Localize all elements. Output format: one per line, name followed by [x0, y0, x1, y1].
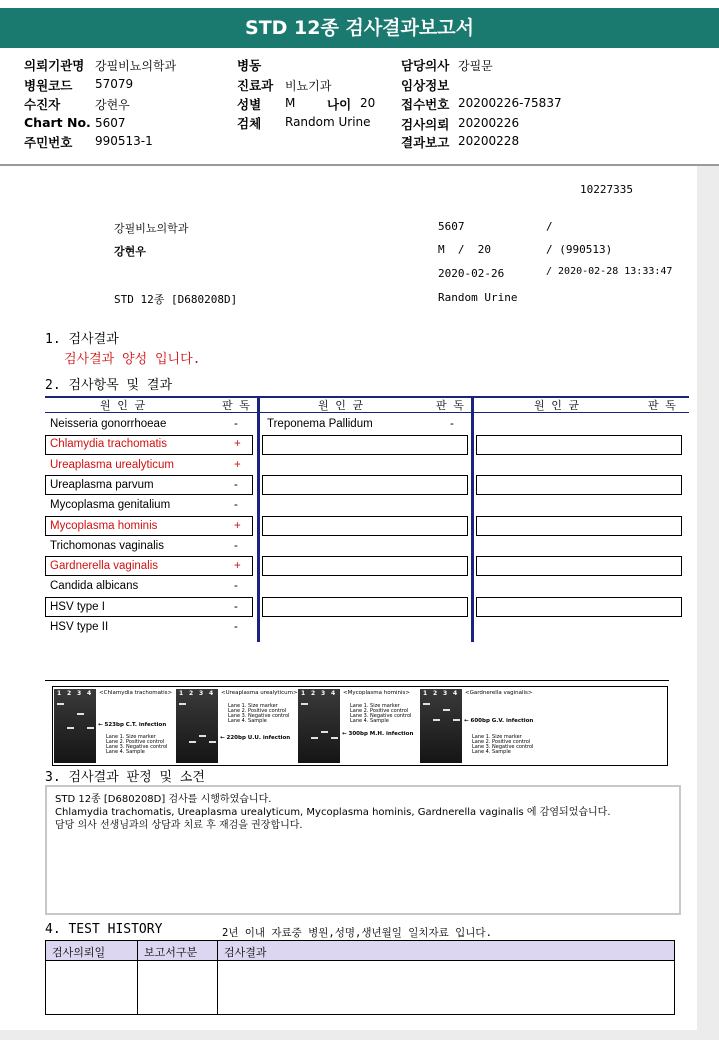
lane-number: 3: [321, 690, 326, 697]
report-date-value: 20200228: [458, 134, 520, 148]
hospital-code-value: 57079: [95, 77, 134, 91]
chart-no-label: Chart No.: [24, 115, 91, 130]
gel-title: <Gardnerella vaginalis>: [465, 690, 533, 696]
pathogen-name: Ureaplasma urealyticum: [50, 459, 174, 471]
pathogen-result: +: [234, 438, 241, 450]
specimen-label: 검체: [237, 116, 262, 131]
doctor-label: 담당의사: [401, 58, 450, 73]
lane-number: 1: [179, 690, 184, 697]
lane-legend: Lane 4. Sample: [106, 749, 145, 755]
lane-number: 3: [77, 690, 82, 697]
lane-number: 1: [301, 690, 306, 697]
empty-cell: [476, 516, 682, 536]
gel-title: <Mycoplasma hominis>: [343, 690, 410, 696]
empty-cell: [476, 597, 682, 617]
lane-number: 2: [433, 690, 438, 697]
empty-cell: [262, 556, 468, 576]
gel-band: [209, 741, 216, 743]
pathogen-name: Ureaplasma parvum: [50, 479, 154, 491]
th-judge-1: 판 독: [222, 399, 250, 412]
empty-cell: [476, 475, 682, 495]
empty-cell: [262, 597, 468, 617]
lane-legend: Lane 1. Size marker: [106, 734, 156, 740]
gel-band: [321, 731, 328, 733]
pathogen-name: Trichomonas vaginalis: [50, 540, 164, 552]
doctor-value: 강필문: [458, 59, 493, 73]
department-value: 비뇨기과: [285, 79, 332, 93]
history-header: [46, 941, 674, 961]
gel-photo: [298, 689, 340, 763]
hospital-label: 의뢰기관명: [24, 58, 85, 73]
sex-label: 성별: [237, 97, 262, 112]
gel-band: [179, 703, 186, 705]
gel-title: <Chlamydia trachomatis>: [99, 690, 173, 696]
opinion-line: 담당 의사 선생님과의 상담과 치료 후 재검을 권장합니다.: [55, 820, 303, 831]
ward-label: 병동: [237, 58, 262, 73]
report-id: 10227335: [580, 183, 633, 196]
pathogen-name: HSV type I: [50, 601, 105, 613]
lane-number: 1: [423, 690, 428, 697]
patient-label: 수진자: [24, 97, 61, 112]
lane-number: 3: [199, 690, 204, 697]
pathogen-name-2: Treponema Pallidum: [267, 418, 373, 430]
lane-number: 4: [453, 690, 458, 697]
lane-legend: Lane 1. Size marker: [350, 703, 400, 709]
lane-legend: Lane 4. Sample: [228, 718, 267, 724]
summary-chart: 5607: [438, 220, 465, 233]
report-date-label: 결과보고: [401, 135, 450, 150]
lane-legend: Lane 4. Sample: [472, 749, 511, 755]
pathogen-result: -: [234, 479, 238, 491]
age-label: 나이: [327, 97, 352, 112]
table-divider-1: [257, 396, 260, 642]
opinion-box: [45, 785, 681, 915]
gel-band: [433, 719, 440, 721]
bottom-margin: [0, 1030, 719, 1040]
lane-number: 3: [443, 690, 448, 697]
header-divider: [0, 164, 719, 166]
summary-patient: 강현우: [114, 245, 146, 258]
gel-band: [453, 719, 460, 721]
pathogen-name: Candida albicans: [50, 580, 139, 592]
gel-band: [189, 741, 196, 743]
history-col-result: 검사결과: [224, 946, 267, 959]
resident-no-label: 주민번호: [24, 135, 73, 150]
lane-legend: Lane 2. Positive control: [228, 708, 287, 714]
request-date-value: 20200226: [458, 116, 520, 130]
lane-number: 1: [57, 690, 62, 697]
hospital-value: 강필비뇨의학과: [95, 59, 177, 73]
pathogen-name: Gardnerella vaginalis: [50, 560, 159, 572]
pathogen-name: Neisseria gonorrhoeae: [50, 418, 167, 430]
report-header: [0, 48, 719, 166]
section3-heading: 3. 검사결과 판정 및 소견: [45, 770, 205, 785]
gel-photo: [54, 689, 96, 763]
section4-heading: 4. TEST HISTORY: [45, 922, 163, 937]
opinion-line: Chlamydia trachomatis, Ureaplasma urealyticum, Mycoplasma hominis, Gardnerella vaginalis 에 감염되었습니다.: [55, 807, 611, 818]
pathogen-name: Mycoplasma genitalium: [50, 499, 171, 511]
lane-legend: Lane 2. Positive control: [350, 708, 409, 714]
lane-legend: Lane 2. Positive control: [106, 739, 165, 745]
right-margin: [697, 166, 719, 1040]
lane-legend: Lane 3. Negative control: [350, 713, 412, 719]
clinical-info-label: 임상정보: [401, 78, 450, 93]
summary-request-date: 2020-02-26: [438, 267, 505, 280]
gel-band: [311, 737, 318, 739]
lane-legend: Lane 3. Negative control: [472, 744, 534, 750]
gel-band: [423, 703, 430, 705]
summary-test-code: STD 12종 [D680208D]: [114, 293, 238, 306]
summary-report-datetime: / 2020-02-28 13:33:47: [546, 266, 673, 277]
gel-band: [199, 735, 206, 737]
section2-heading: 2. 검사항목 및 결과: [45, 378, 173, 393]
gel-band-label: ← 220bp U.U. infection: [220, 735, 291, 741]
pathogen-name: Chlamydia trachomatis: [50, 438, 167, 450]
gel-band: [301, 703, 308, 705]
pathogen-result: +: [234, 459, 241, 471]
report-title: STD 12종 검사결과보고서: [0, 8, 719, 48]
history-table: [45, 940, 675, 1015]
history-col-date: 검사의뢰일: [52, 946, 106, 959]
th-judge-3: 판 독: [648, 399, 676, 412]
gel-band-label: ← 300bp M.H. infection: [342, 731, 414, 737]
pathogen-result: -: [234, 499, 238, 511]
receipt-no-label: 접수번호: [401, 97, 450, 112]
empty-cell: [262, 475, 468, 495]
pathogen-name: HSV type II: [50, 621, 109, 633]
opinion-line: STD 12종 [D680208D] 검사를 시행하였습니다.: [55, 794, 272, 805]
gel-band: [57, 703, 64, 705]
summary-hospital: 강필비뇨의학과: [114, 222, 189, 235]
summary-slash: /: [546, 220, 553, 233]
lane-number: 2: [311, 690, 316, 697]
department-label: 진료과: [237, 78, 274, 93]
summary-sex-age: M / 20: [438, 243, 491, 256]
history-col-type: 보고서구분: [144, 946, 198, 959]
lane-legend: Lane 2. Positive control: [472, 739, 531, 745]
summary-birth: / (990513): [546, 243, 613, 256]
gel-band: [443, 709, 450, 711]
lane-number: 4: [87, 690, 92, 697]
pathogen-result: -: [234, 580, 238, 592]
request-date-label: 검사의뢰: [401, 117, 450, 132]
gel-band: [77, 713, 84, 715]
lane-number: 4: [331, 690, 336, 697]
sex-value: M: [285, 96, 296, 110]
resident-no-value: 990513-1: [95, 134, 153, 148]
pathogen-result: -: [234, 601, 238, 613]
chart-no-value: 5607: [95, 116, 126, 130]
pathogen-result: -: [234, 418, 238, 430]
section4-note: 2년 이내 자료중 병원,성명,생년월일 일치자료 입니다.: [222, 927, 492, 939]
gel-photo: [176, 689, 218, 763]
gel-band: [331, 737, 338, 739]
patient-value: 강현우: [95, 98, 130, 112]
lane-number: 2: [67, 690, 72, 697]
lane-legend: Lane 1. Size marker: [472, 734, 522, 740]
pathogen-result: -: [234, 540, 238, 552]
gel-band-label: ← 600bp G.V. infection: [464, 718, 534, 724]
empty-cell: [476, 435, 682, 455]
gel-band-label: ← 523bp C.T. infection: [98, 722, 167, 728]
th-judge-2: 판 독: [436, 399, 464, 412]
summary-specimen: Random Urine: [438, 291, 518, 304]
table-divider-2: [471, 396, 474, 642]
pathogen-result-2: -: [450, 418, 454, 430]
empty-cell: [476, 556, 682, 576]
lane-legend: Lane 4. Sample: [350, 718, 389, 724]
lane-legend: Lane 3. Negative control: [106, 744, 168, 750]
pathogen-result: -: [234, 621, 238, 633]
section1-result: 검사결과 양성 입니다.: [64, 352, 201, 367]
specimen-value: Random Urine: [285, 115, 371, 129]
section1-heading: 1. 검사결과: [45, 332, 119, 347]
gel-band: [87, 727, 94, 729]
age-value: 20: [360, 96, 376, 110]
pathogen-name: Mycoplasma hominis: [50, 520, 158, 532]
gel-top-line: [45, 680, 669, 681]
th-pathogen-1: 원 인 균: [100, 399, 146, 412]
lane-number: 4: [209, 690, 214, 697]
th-pathogen-3: 원 인 균: [534, 399, 580, 412]
gel-band: [67, 727, 74, 729]
lane-legend: Lane 1. Size marker: [228, 703, 278, 709]
pathogen-result: +: [234, 520, 241, 532]
th-pathogen-2: 원 인 균: [318, 399, 364, 412]
hospital-code-label: 병원코드: [24, 78, 73, 93]
receipt-no-value: 20200226-75837: [458, 96, 562, 110]
gel-title: <Ureaplasma urealyticum>: [221, 690, 298, 696]
empty-cell: [262, 516, 468, 536]
lane-number: 2: [189, 690, 194, 697]
empty-cell: [262, 435, 468, 455]
gel-photo: [420, 689, 462, 763]
pathogen-result: +: [234, 560, 241, 572]
lane-legend: Lane 3. Negative control: [228, 713, 290, 719]
